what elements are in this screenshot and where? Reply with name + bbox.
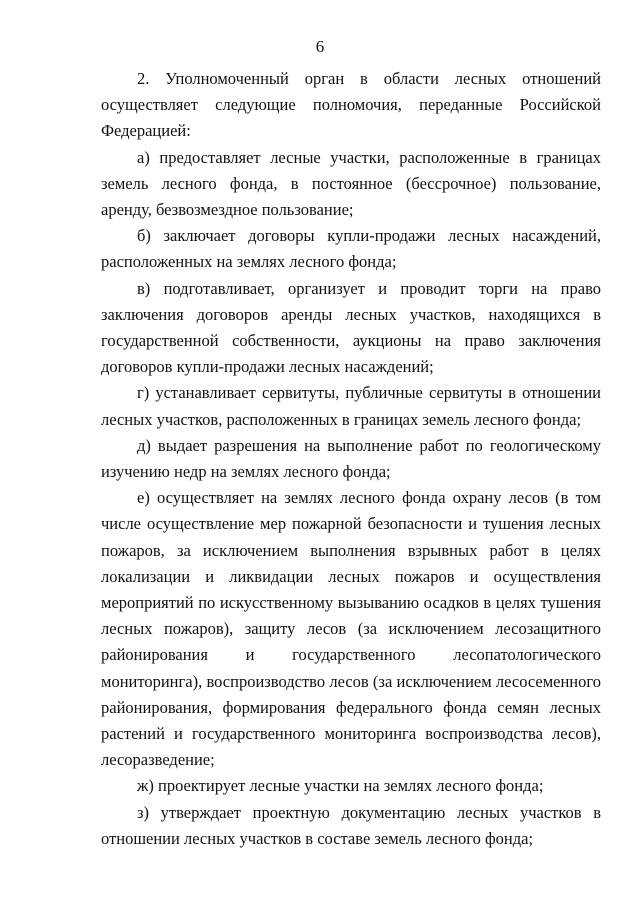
paragraph-item-a: а) предоставляет лесные участки, расположенные в границах земель лесного фонда, в постоянное (бессрочное) пользование, аренду, безвозмездное пользование; xyxy=(101,147,601,220)
paragraph-item-v: в) подготавливает, организует и проводит торги на право заключения договоров аренды лесных участков, находящихся в государственной собственности, аукционы на право заключения договоров купли-продажи лесных насаждений; xyxy=(101,278,601,377)
document-body xyxy=(101,66,601,852)
page-number: 6 xyxy=(315,37,325,56)
paragraph-item-g: г) устанавливает сервитуты, публичные сервитуты в отношении лесных участков, расположенных в границах земель лесного фонда; xyxy=(101,383,601,429)
paragraph-powers-intro: 2. Уполномоченный орган в области лесных отношений осуществляет следующие полномочия, переданные Российской Федерацией: xyxy=(101,69,601,141)
paragraph-item-z: з) утверждает проектную документацию лесных участков в отношении лесных участков в составе земель лесного фонда; xyxy=(101,802,601,848)
paragraph-item-d: д) выдает разрешения на выполнение работ по геологическому изучению недр на землях лесного фонда; xyxy=(101,435,601,482)
paragraph-item-b: б) заключает договоры купли-продажи лесных насаждений, расположенных на землях лесного фонда; xyxy=(101,226,601,272)
paragraph-item-zh: ж) проектирует лесные участки на землях лесного фонда; xyxy=(137,776,544,796)
paragraph-item-e: е) осуществляет на землях лесного фонда охрану лесов (в том числе осуществление мер пожарной безопасности и тушения лесных пожаров, за исключением выполнения взрывных работ в целях локализации и ликвидации лесных пожаров и осуществления мероприятий по искусственному вызыванию осадков в целях тушения лесных пожаров), защиту лесов (за исключением лесозащитного районирования и государственного лесопатологического мониторинга), воспроизводство лесов (за исключением лесосеменного районирования, формирования федерального фонда семян лесных растений и государственного мониторинга воспроизводства лесов), лесоразведение; xyxy=(101,488,601,770)
